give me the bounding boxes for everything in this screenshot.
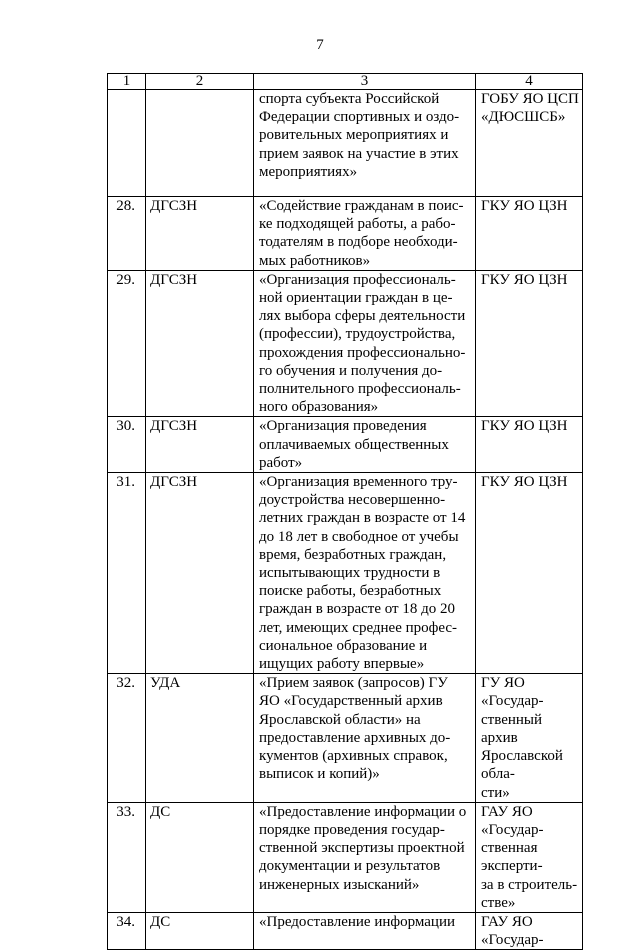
- page-number: 7: [316, 37, 324, 53]
- institution-cell: ГАУ ЯО «Государ-: [476, 912, 583, 949]
- service-cell: «Содействие гражданам в поис- ке подходящей работы, а рабо- тодателям в подборе необходи- мых работников»: [254, 197, 476, 271]
- service-cell: «Организация временного тру- доустройства несовершенно- летних граждан в возрасте от 14 до 18 лет в свободное от учебы время, безработных граждан, испытывающих трудности в поиске работы, безработных граждан в возрасте от 18 до 20 лет, имеющих среднее профес- сиональное образование и ищущих работу впервые»: [254, 473, 476, 674]
- table-row: [108, 802, 583, 912]
- row-number: 29.: [108, 270, 146, 417]
- table-header-row: [108, 74, 583, 90]
- service-cell: «Прием заявок (запросов) ГУ ЯО «Государственный архив Ярославской области» на предоставление архивных до- кументов (архивных справок, выписок и копий)»: [254, 674, 476, 802]
- row-number: [108, 90, 146, 197]
- table-row: [108, 90, 583, 197]
- institution-cell: ГКУ ЯО ЦЗН: [476, 473, 583, 674]
- table-row: [108, 270, 583, 417]
- row-number: 30.: [108, 417, 146, 473]
- agency-cell: [146, 90, 254, 197]
- service-cell: «Организация проведения оплачиваемых общественных работ»: [254, 417, 476, 473]
- row-number: 33.: [108, 802, 146, 912]
- row-number: 31.: [108, 473, 146, 674]
- table-row: [108, 197, 583, 271]
- table-row: [108, 473, 583, 674]
- column-header: 4: [476, 74, 583, 90]
- column-header: 3: [254, 74, 476, 90]
- table-row: [108, 912, 583, 949]
- institution-cell: ГОБУ ЯО ЦСП «ДЮСШСБ»: [476, 90, 583, 197]
- institution-cell: ГКУ ЯО ЦЗН: [476, 270, 583, 417]
- agency-cell: ДГСЗН: [146, 270, 254, 417]
- table-row: [108, 674, 583, 802]
- services-table: [107, 73, 583, 950]
- service-cell: «Предоставление информации: [254, 912, 476, 949]
- service-cell: «Предоставление информации о порядке проведения государ- ственной экспертизы проектной документации и результатов инженерных изысканий»: [254, 802, 476, 912]
- service-cell: спорта субъекта Российской Федерации спортивных и оздо- ровительных мероприятиях и прием заявок на участие в этих мероприятиях»: [254, 90, 476, 197]
- column-header: 2: [146, 74, 254, 90]
- agency-cell: ДГСЗН: [146, 197, 254, 271]
- column-header: 1: [108, 74, 146, 90]
- agency-cell: ДС: [146, 912, 254, 949]
- institution-cell: ГКУ ЯО ЦЗН: [476, 197, 583, 271]
- institution-cell: ГКУ ЯО ЦЗН: [476, 417, 583, 473]
- institution-cell: ГАУ ЯО «Государ- ственная эксперти- за в строитель- стве»: [476, 802, 583, 912]
- agency-cell: ДС: [146, 802, 254, 912]
- row-number: 34.: [108, 912, 146, 949]
- agency-cell: ДГСЗН: [146, 473, 254, 674]
- table-row: [108, 417, 583, 473]
- service-cell: «Организация профессиональ- ной ориентации граждан в це- лях выбора сферы деятельности (профессии), трудоустройства, прохождения профессионально- го обучения и получения до- полнительного профессиональ- ного образования»: [254, 270, 476, 417]
- row-number: 32.: [108, 674, 146, 802]
- agency-cell: УДА: [146, 674, 254, 802]
- institution-cell: ГУ ЯО «Государ- ственный архив Ярославской обла- сти»: [476, 674, 583, 802]
- row-number: 28.: [108, 197, 146, 271]
- agency-cell: ДГСЗН: [146, 417, 254, 473]
